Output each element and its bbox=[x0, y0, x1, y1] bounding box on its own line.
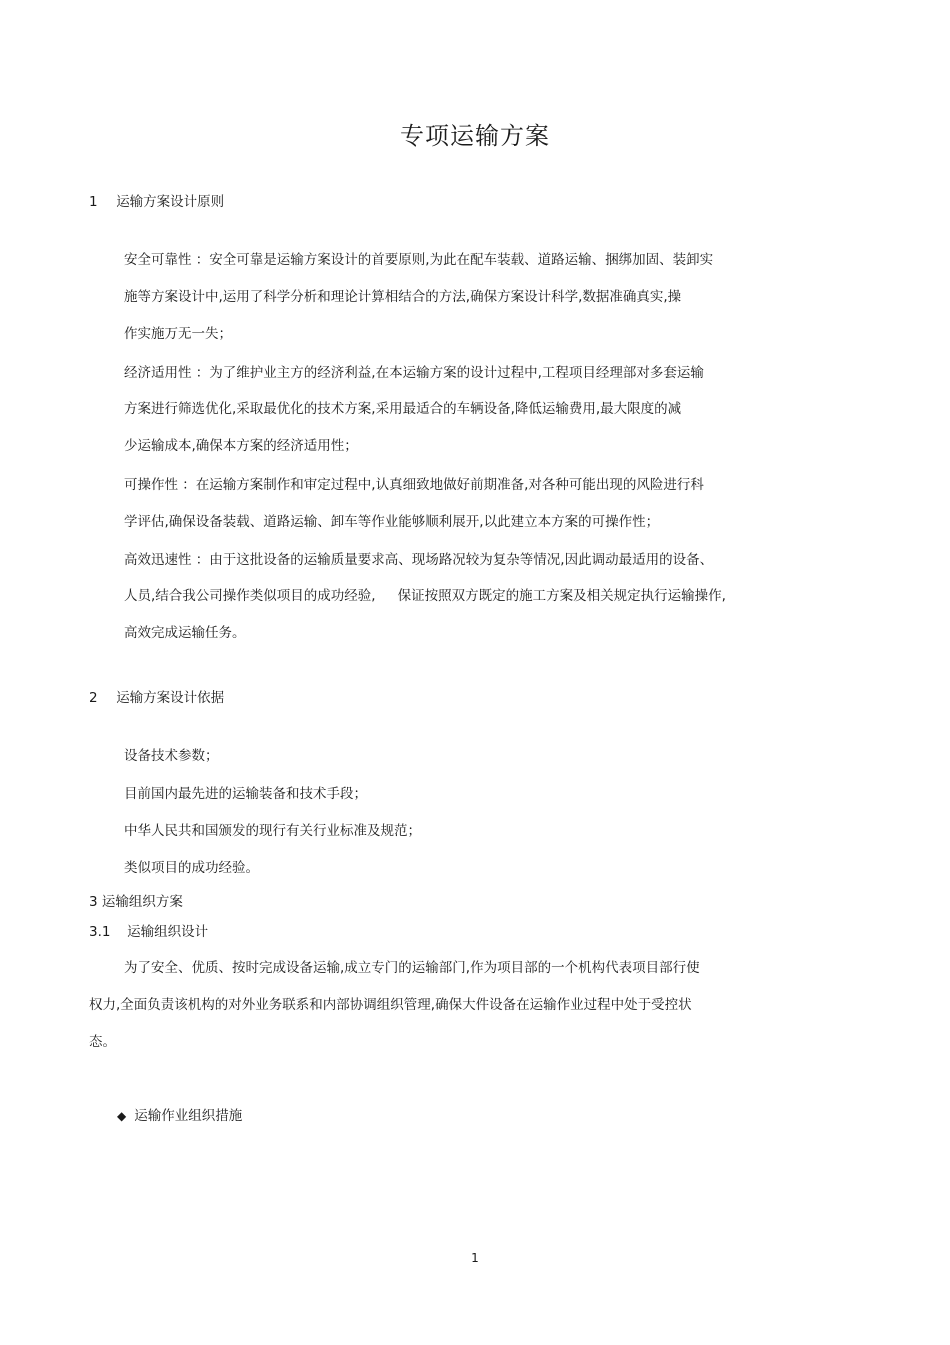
section-3-1-heading bbox=[89, 920, 208, 940]
basis-item: 中华人民共和国颁发的现行有关行业标准及规范； bbox=[124, 823, 421, 839]
diamond-bullet-icon: ◆ bbox=[117, 1109, 127, 1123]
section-3-1-title: 运输组织设计 bbox=[127, 924, 209, 940]
document-title: 专项运输方案 bbox=[400, 122, 550, 150]
principle-efficiency-line-2-part-b: 保证按照双方既定的施工方案及相关规定执行运输操作, bbox=[397, 588, 726, 604]
section-1-heading bbox=[89, 190, 224, 210]
page-number: 1 bbox=[471, 1251, 479, 1265]
principle-economy-line-1: 经济适用性 ：为了维护业主方的经济利益,在本运输方案的设计过程中,工程项目经理部对多套运输 bbox=[124, 365, 704, 381]
principle-efficiency-line-1: 高效迅速性 ：由于这批设备的运输质量要求高、现场路况较为复杂等情况,因此调动最适用的设备、 bbox=[124, 552, 714, 568]
principle-economy-line-2: 方案进行筛选优化,采取最优化的技术方案,采用最适合的车辆设备,降低运输费用,最大限度的减 bbox=[124, 401, 682, 417]
basis-item: 目前国内最先进的运输装备和技术手段； bbox=[124, 786, 367, 802]
section-3-heading: 3 运输组织方案 bbox=[89, 894, 183, 910]
principle-safety-line-2: 施等方案设计中,运用了科学分析和理论计算相结合的方法,确保方案设计科学,数据准确真实,操 bbox=[124, 289, 682, 305]
organization-para-line-2: 权力,全面负责该机构的对外业务联系和内部协调组织管理,确保大件设备在运输作业过程中处于受控状 bbox=[89, 997, 692, 1013]
basis-item: 类似项目的成功经验。 bbox=[124, 860, 259, 876]
section-1-title: 运输方案设计原则 bbox=[116, 194, 225, 210]
principle-efficiency-line-2-part-a: 人员,结合我公司操作类似项目的成功经验, bbox=[124, 588, 376, 604]
section-3-1-number: 3.1 bbox=[89, 924, 111, 940]
section-2-heading bbox=[89, 686, 224, 706]
principle-efficiency-line-3: 高效完成运输任务。 bbox=[124, 625, 246, 641]
basis-item: 设备技术参数； bbox=[124, 748, 219, 764]
section-1-number: 1 bbox=[89, 194, 98, 210]
bullet-item bbox=[117, 1108, 242, 1124]
principle-operability-line-1: 可操作性 ：在运输方案制作和审定过程中,认真细致地做好前期准备,对各种可能出现的风险进行科 bbox=[124, 477, 704, 493]
bullet-item-text: 运输作业组织措施 bbox=[134, 1108, 243, 1124]
section-2-title: 运输方案设计依据 bbox=[116, 690, 225, 706]
organization-para-line-3: 态。 bbox=[89, 1034, 116, 1050]
section-2-number: 2 bbox=[89, 690, 98, 706]
principle-economy-line-3: 少运输成本,确保本方案的经济适用性； bbox=[124, 438, 358, 454]
principle-safety-line-3: 作实施万无一失； bbox=[124, 326, 232, 342]
principle-safety-line-1: 安全可靠性 ：安全可靠是运输方案设计的首要原则,为此在配车装载、道路运输、捆绑加固、装卸实 bbox=[124, 252, 714, 268]
organization-para-line-1: 为了安全、优质、按时完成设备运输,成立专门的运输部门,作为项目部的一个机构代表项目部行使 bbox=[124, 960, 700, 976]
principle-operability-line-2: 学评估,确保设备装载、道路运输、卸车等作业能够顺利展开,以此建立本方案的可操作性； bbox=[124, 514, 660, 530]
principle-efficiency-line-2 bbox=[124, 588, 726, 604]
